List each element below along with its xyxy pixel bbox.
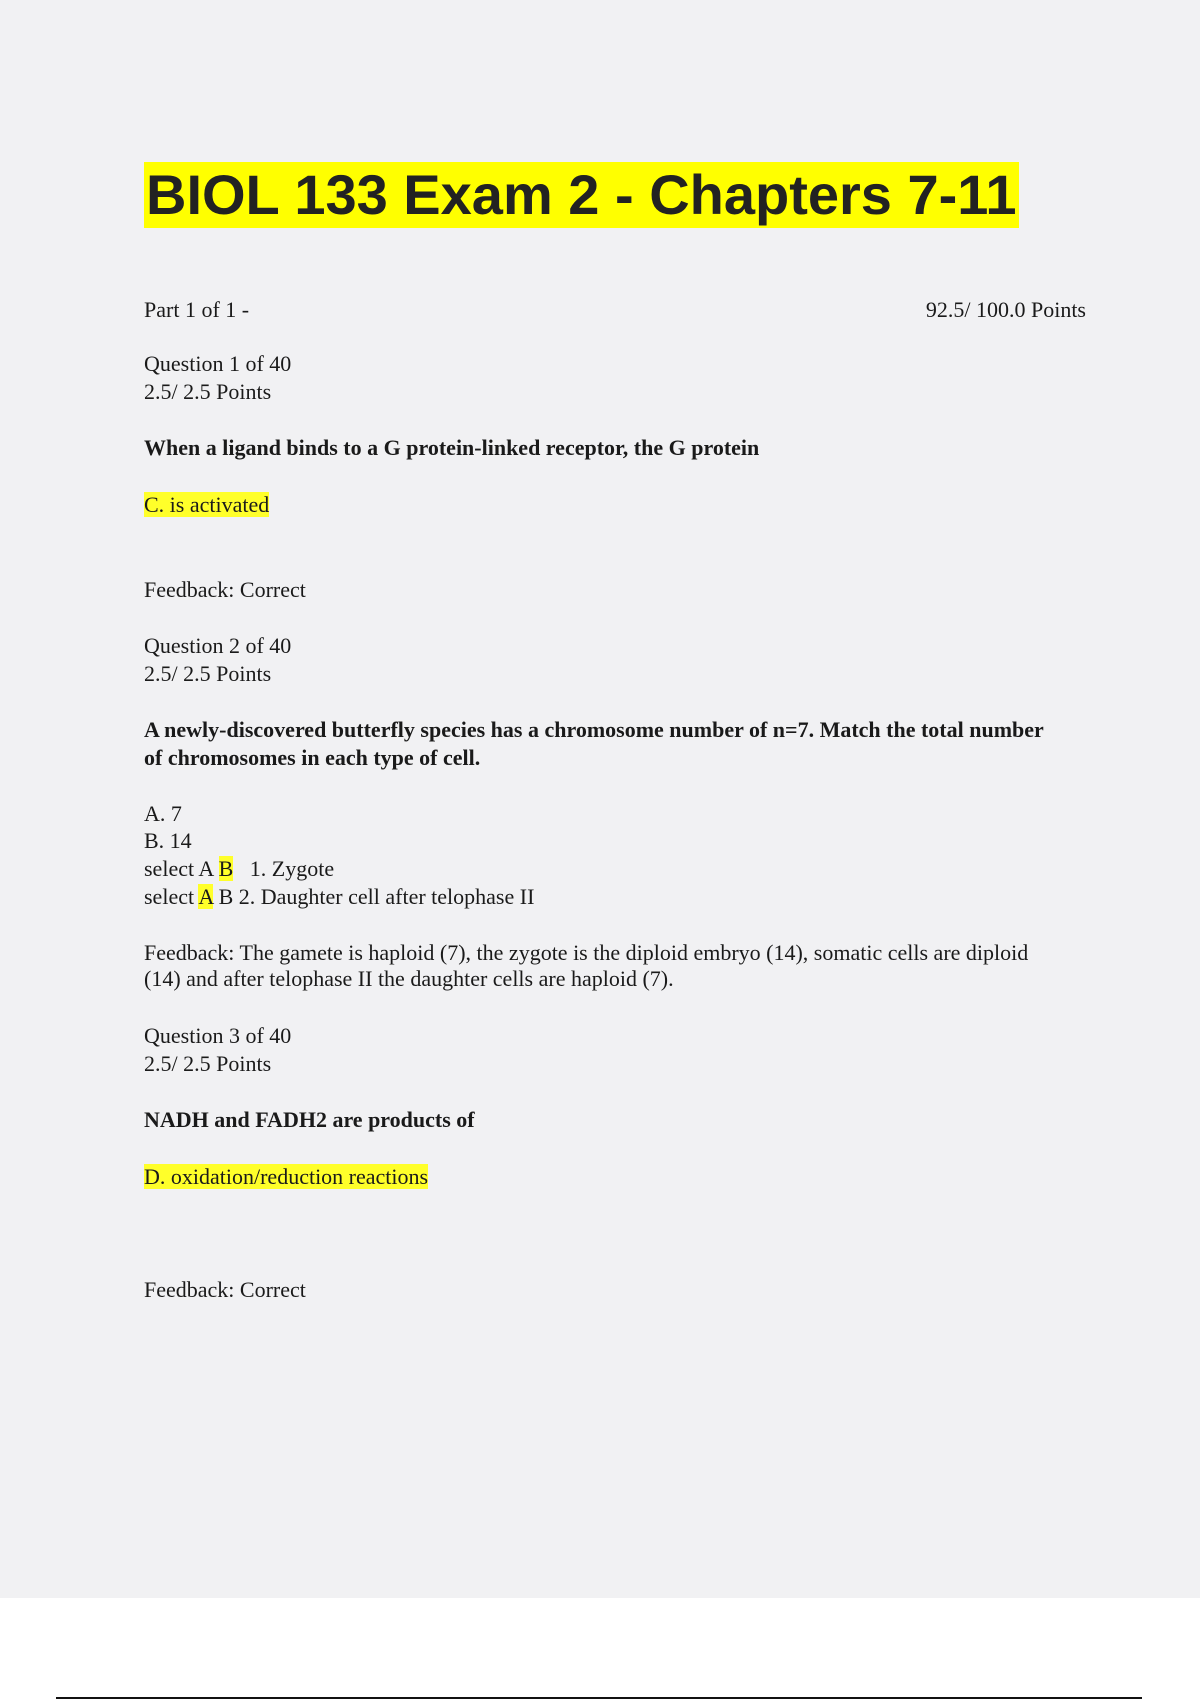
match-choice-a[interactable]: A [198, 856, 214, 881]
question-2-option-b: B. 14 [144, 828, 192, 853]
question-3-feedback: Feedback: Correct [144, 1277, 306, 1302]
question-3-prompt: NADH and FADH2 are products of [144, 1107, 475, 1132]
footer-divider [56, 1697, 1142, 1699]
question-2-number: Question 2 of 40 [144, 633, 292, 658]
match-choice-b-selected[interactable]: B [218, 856, 234, 881]
question-2-match-row-1 [144, 855, 334, 883]
question-3-answer: D. oxidation/reduction reactions [144, 1164, 429, 1189]
question-3-points: 2.5/ 2.5 Points [144, 1051, 272, 1076]
question-2-prompt: A newly-discovered butterfly species has a chromosome number of n=7. Match the total number of chromosomes in each type of cell. [144, 717, 1044, 770]
match-select-label: select [144, 884, 195, 909]
question-2-points: 2.5/ 2.5 Points [144, 661, 272, 686]
match-item-label: 1. Zygote [249, 856, 335, 881]
part-label: Part 1 of 1 - [144, 297, 250, 322]
question-2-feedback: Feedback: The gamete is haploid (7), the zygote is the diploid embryo (14), somatic cells are diploid (14) and after telophase II the daughter cells are haploid (7). [144, 940, 1029, 991]
question-1-answer: C. is activated [144, 492, 270, 517]
question-1-prompt: When a ligand binds to a G protein-linked receptor, the G protein [144, 435, 760, 460]
match-choice-b[interactable]: B [218, 884, 234, 909]
question-2-match-row-2 [144, 883, 534, 911]
question-1-feedback: Feedback: Correct [144, 577, 306, 602]
match-item-label: 2. Daughter cell after telophase II [238, 884, 535, 909]
question-2-option-a: A. 7 [144, 801, 182, 826]
document-title: BIOL 133 Exam 2 - Chapters 7-11 [146, 163, 1017, 226]
question-1-number: Question 1 of 40 [144, 351, 292, 376]
match-choice-a-selected[interactable]: A [198, 884, 214, 909]
question-3-number: Question 3 of 40 [144, 1023, 292, 1048]
match-select-label: select [144, 856, 195, 881]
question-1-points: 2.5/ 2.5 Points [144, 379, 272, 404]
total-score: 92.5/ 100.0 Points [925, 297, 1086, 322]
